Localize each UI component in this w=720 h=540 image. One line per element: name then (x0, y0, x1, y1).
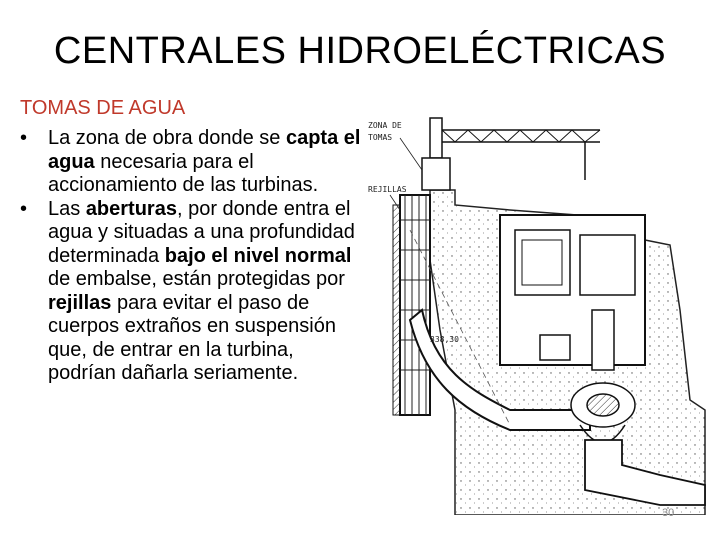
page-number: 30 (662, 507, 675, 519)
text-run: , por donde entra el agua y situadas a una profundidad determinada (48, 197, 355, 267)
rejillas-label: REJILLAS (368, 185, 407, 194)
text-run: para evitar el paso de cuerpos extraños en suspensión que, de entrar en la turbina, podrían dañarla seriamente. (48, 291, 336, 384)
bold-text-run: rejillas (48, 291, 112, 314)
zona-de-tomas-label-line1: ZONA DE (368, 121, 402, 130)
bullet-text (48, 127, 360, 196)
elevation-label: 338,30 (430, 335, 459, 344)
generator-inner (522, 240, 562, 285)
hydroelectric-intake-diagram (360, 110, 710, 515)
bullet-text (48, 198, 355, 385)
section-heading: TOMAS DE AGUA (20, 97, 186, 119)
text-run: La zona de obra donde se (48, 127, 286, 149)
zona-de-tomas-label-line2: TOMAS (368, 133, 393, 142)
slide-title: CENTRALES HIDROELÉCTRICAS (53, 30, 667, 72)
control-room (580, 235, 635, 295)
bullet-list (20, 127, 365, 386)
bullet-dot-icon: • (20, 127, 28, 149)
bullet-item (20, 198, 365, 386)
text-run: Las (48, 197, 86, 220)
bullet-dot-icon: • (20, 197, 28, 220)
auxiliary-room (540, 335, 570, 360)
text-run: necesaria para el accionamiento de las turbinas. (48, 150, 319, 196)
text-run: de embalse, están protegidas por (48, 268, 345, 290)
bold-text-run: capta el agua (48, 127, 361, 173)
intake-hatch-band (393, 205, 400, 415)
bullet-item (20, 127, 365, 198)
bold-text-run: bajo el nivel normal (164, 244, 352, 267)
bold-text-run: aberturas (85, 197, 177, 220)
